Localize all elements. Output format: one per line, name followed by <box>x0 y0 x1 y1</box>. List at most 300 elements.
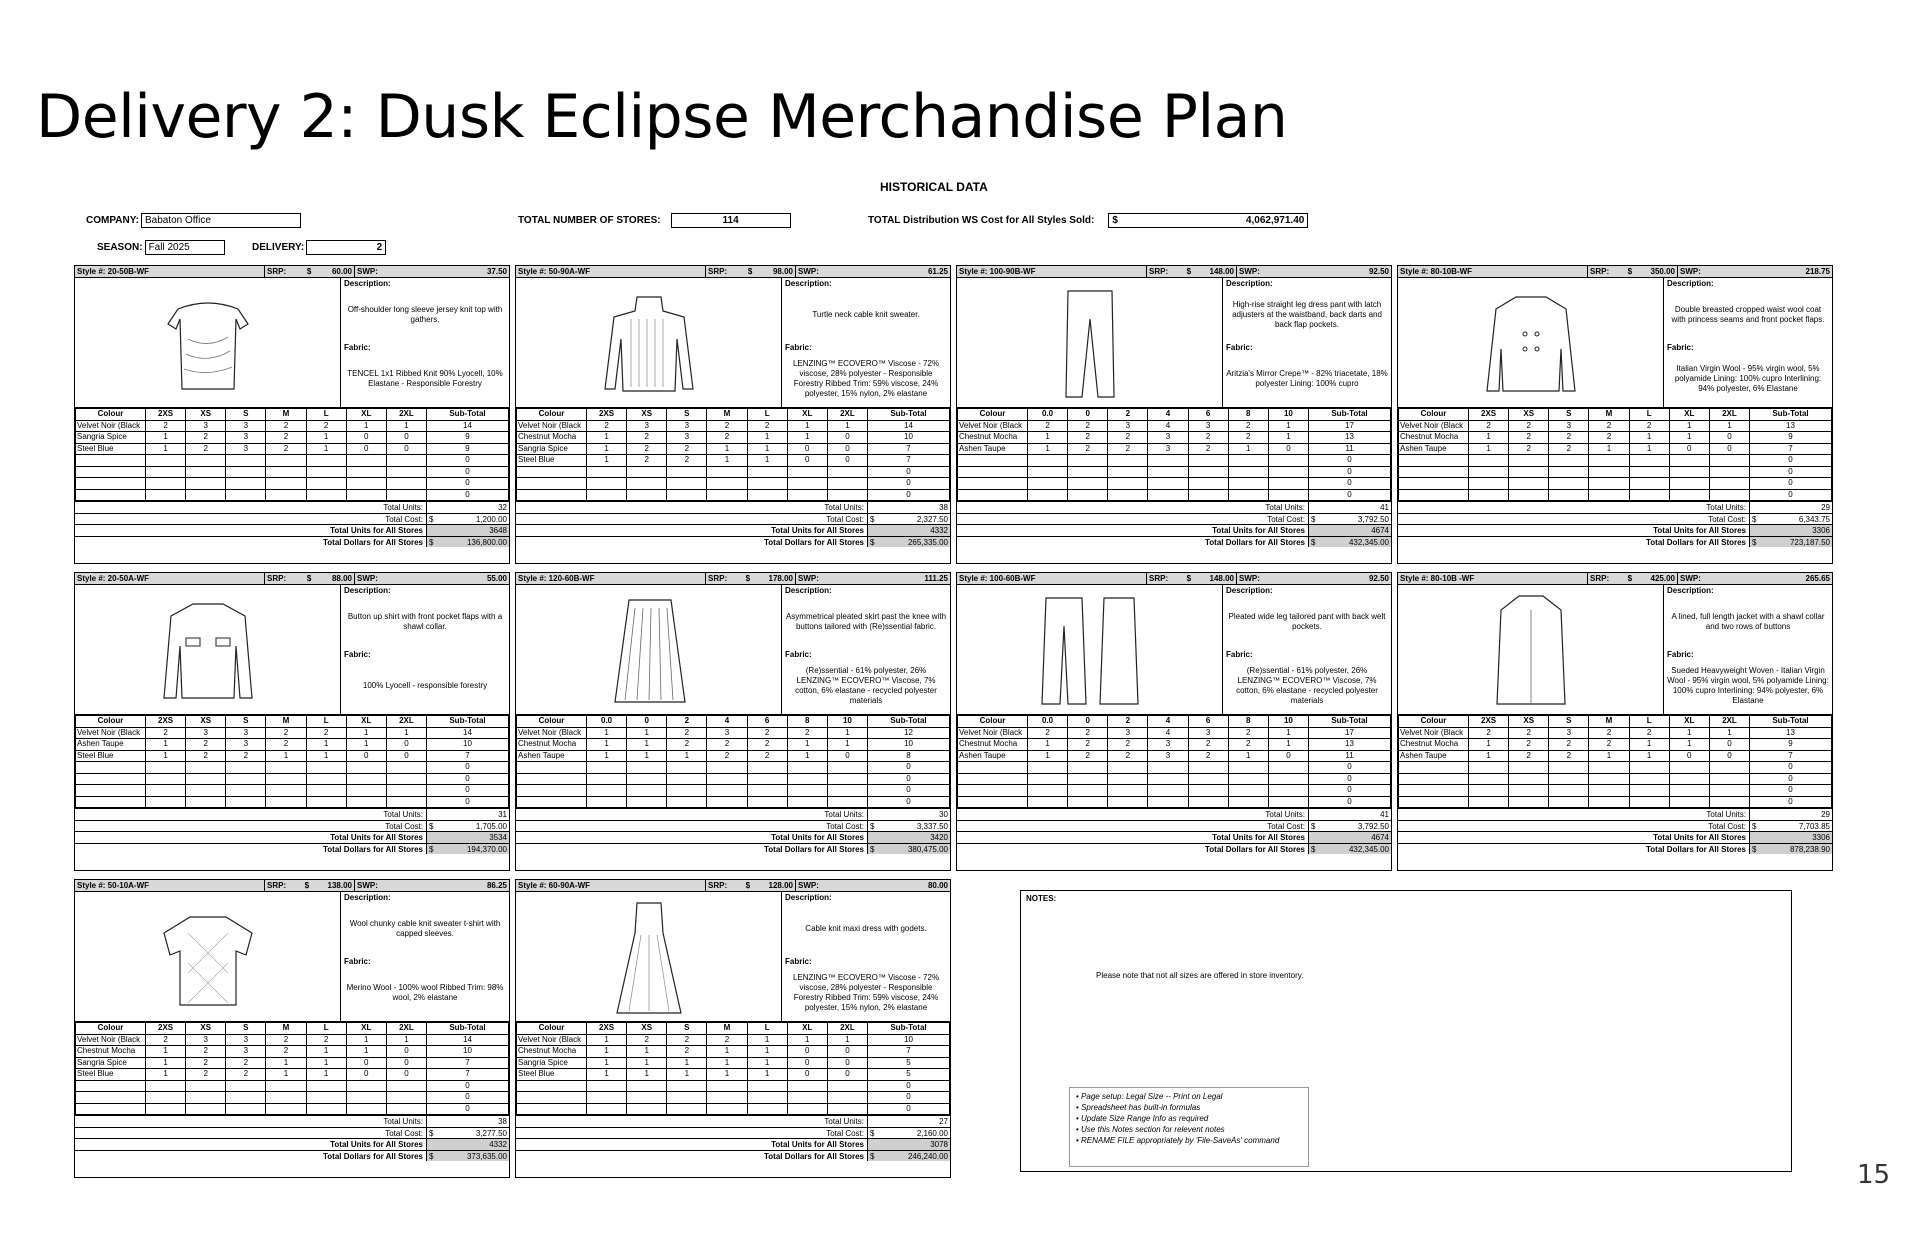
cell[interactable]: 0 <box>827 750 867 762</box>
cell[interactable] <box>1469 762 1509 774</box>
cell[interactable]: 0 <box>1309 466 1391 478</box>
cell[interactable] <box>386 796 426 808</box>
cell[interactable]: 0 <box>1309 785 1391 797</box>
cell[interactable]: 1 <box>146 1057 186 1069</box>
cell[interactable]: 4 <box>1148 727 1188 739</box>
cell[interactable] <box>827 762 867 774</box>
cell[interactable]: 2 <box>1068 739 1108 751</box>
cell[interactable]: Ashen Taupe <box>76 739 146 751</box>
cell[interactable] <box>667 796 707 808</box>
cell[interactable]: 3 <box>226 727 266 739</box>
cell[interactable]: 2 <box>226 1057 266 1069</box>
cell[interactable] <box>1068 785 1108 797</box>
cell[interactable]: 1 <box>1469 739 1509 751</box>
cell[interactable] <box>1028 773 1068 785</box>
cell[interactable]: 2 <box>627 1034 667 1046</box>
cell[interactable] <box>1148 478 1188 490</box>
cell[interactable]: 1 <box>787 432 827 444</box>
cell[interactable]: 0 <box>386 739 426 751</box>
cell[interactable]: 0 <box>827 455 867 467</box>
cell[interactable]: 1 <box>787 1034 827 1046</box>
cell[interactable]: 2 <box>1589 432 1629 444</box>
cell[interactable]: 0 <box>386 1069 426 1081</box>
cell[interactable] <box>1549 785 1589 797</box>
cell[interactable] <box>707 1080 747 1092</box>
cell[interactable]: 2 <box>1108 739 1148 751</box>
cell[interactable] <box>226 466 266 478</box>
cell[interactable]: 1 <box>1268 420 1308 432</box>
cell[interactable]: 2 <box>747 750 787 762</box>
cell[interactable]: 2 <box>667 727 707 739</box>
cell[interactable]: 0 <box>868 1080 950 1092</box>
cell[interactable] <box>266 1092 306 1104</box>
cell[interactable]: 0 <box>868 466 950 478</box>
cell[interactable]: 14 <box>868 420 950 432</box>
cell[interactable]: Chestnut Mocha <box>76 1046 146 1058</box>
cell[interactable]: Chestnut Mocha <box>517 739 587 751</box>
cell[interactable] <box>1669 785 1709 797</box>
cell[interactable] <box>1509 455 1549 467</box>
cell[interactable] <box>1268 785 1308 797</box>
cell[interactable]: 1 <box>1669 432 1709 444</box>
cell[interactable] <box>747 478 787 490</box>
cell[interactable]: 3 <box>1108 420 1148 432</box>
cell[interactable]: 1 <box>827 1034 867 1046</box>
cell[interactable] <box>827 1080 867 1092</box>
cell[interactable] <box>1509 762 1549 774</box>
cell[interactable]: 1 <box>827 739 867 751</box>
cell[interactable]: 0 <box>427 773 509 785</box>
cell[interactable]: 2 <box>146 420 186 432</box>
cell[interactable] <box>306 796 346 808</box>
cell[interactable] <box>1268 762 1308 774</box>
cell[interactable] <box>1268 489 1308 501</box>
cell[interactable] <box>1709 773 1749 785</box>
cell[interactable] <box>1709 762 1749 774</box>
cell[interactable]: 1 <box>707 1046 747 1058</box>
cell[interactable]: 1 <box>1629 750 1669 762</box>
cell[interactable] <box>146 466 186 478</box>
cell[interactable]: 0 <box>787 455 827 467</box>
cell[interactable]: 1 <box>146 750 186 762</box>
cell[interactable] <box>1589 455 1629 467</box>
cell[interactable] <box>186 796 226 808</box>
cell[interactable]: 1 <box>747 432 787 444</box>
cell[interactable] <box>346 1103 386 1115</box>
cell[interactable] <box>1669 796 1709 808</box>
cell[interactable]: 1 <box>266 1069 306 1081</box>
cell[interactable]: 9 <box>1750 739 1832 751</box>
cell[interactable]: Chestnut Mocha <box>958 432 1028 444</box>
cell[interactable]: 2 <box>1469 420 1509 432</box>
cell[interactable]: 0 <box>1750 478 1832 490</box>
cell[interactable] <box>587 466 627 478</box>
cell[interactable] <box>386 489 426 501</box>
cell[interactable] <box>517 489 587 501</box>
cell[interactable] <box>1399 466 1469 478</box>
cell[interactable]: Steel Blue <box>76 750 146 762</box>
cell[interactable] <box>76 489 146 501</box>
cell[interactable] <box>1709 455 1749 467</box>
cell[interactable] <box>1188 785 1228 797</box>
cell[interactable] <box>958 762 1028 774</box>
cell[interactable]: 1 <box>627 750 667 762</box>
cell[interactable] <box>627 478 667 490</box>
cell[interactable]: 13 <box>1309 432 1391 444</box>
cell[interactable] <box>1188 762 1228 774</box>
cell[interactable]: 0 <box>427 455 509 467</box>
cell[interactable] <box>587 762 627 774</box>
cell[interactable] <box>146 796 186 808</box>
cell[interactable]: 9 <box>427 432 509 444</box>
cell[interactable] <box>587 1103 627 1115</box>
cell[interactable]: 2 <box>1549 432 1589 444</box>
cell[interactable] <box>1549 466 1589 478</box>
cell[interactable]: Steel Blue <box>517 455 587 467</box>
cell[interactable]: 2 <box>186 1057 226 1069</box>
cell[interactable]: 1 <box>747 1046 787 1058</box>
cell[interactable] <box>587 489 627 501</box>
cell[interactable]: 2 <box>1068 420 1108 432</box>
cell[interactable]: 3 <box>1549 420 1589 432</box>
cell[interactable]: Sangria Spice <box>76 432 146 444</box>
cell[interactable] <box>1188 466 1228 478</box>
cell[interactable] <box>306 1080 346 1092</box>
cell[interactable] <box>827 1092 867 1104</box>
cell[interactable] <box>1629 762 1669 774</box>
cell[interactable] <box>1148 466 1188 478</box>
cell[interactable] <box>1669 466 1709 478</box>
cell[interactable] <box>517 785 587 797</box>
cell[interactable]: 1 <box>1028 432 1068 444</box>
cell[interactable] <box>1589 466 1629 478</box>
cell[interactable] <box>1669 478 1709 490</box>
cell[interactable]: 1 <box>1589 443 1629 455</box>
cell[interactable]: 2 <box>587 420 627 432</box>
cell[interactable]: 0 <box>427 762 509 774</box>
cell[interactable] <box>1028 489 1068 501</box>
cell[interactable]: 2 <box>747 420 787 432</box>
cell[interactable]: 2 <box>747 739 787 751</box>
cell[interactable]: 1 <box>306 1046 346 1058</box>
cell[interactable] <box>1589 796 1629 808</box>
cell[interactable]: 7 <box>427 750 509 762</box>
cell[interactable] <box>787 762 827 774</box>
cell[interactable]: 0 <box>427 466 509 478</box>
cell[interactable]: 9 <box>427 443 509 455</box>
cell[interactable]: 3 <box>1148 443 1188 455</box>
cell[interactable] <box>386 1103 426 1115</box>
cell[interactable] <box>958 773 1028 785</box>
cell[interactable]: 1 <box>1228 750 1268 762</box>
cell[interactable]: 1 <box>306 739 346 751</box>
cell[interactable]: Sangria Spice <box>517 1057 587 1069</box>
cell[interactable]: 2 <box>266 727 306 739</box>
cell[interactable] <box>306 762 346 774</box>
cell[interactable]: 0 <box>787 1069 827 1081</box>
cell[interactable] <box>1028 478 1068 490</box>
cell[interactable]: 0 <box>386 1046 426 1058</box>
cell[interactable] <box>306 466 346 478</box>
cell[interactable] <box>1068 489 1108 501</box>
cell[interactable]: 1 <box>627 1069 667 1081</box>
cell[interactable] <box>386 478 426 490</box>
cell[interactable]: 0 <box>1750 466 1832 478</box>
cell[interactable] <box>1108 796 1148 808</box>
cell[interactable]: 0 <box>827 1057 867 1069</box>
cell[interactable]: 10 <box>427 739 509 751</box>
cell[interactable]: 7 <box>868 455 950 467</box>
cell[interactable]: 1 <box>306 1057 346 1069</box>
cell[interactable]: 0 <box>868 762 950 774</box>
cell[interactable] <box>186 773 226 785</box>
cell[interactable]: 2 <box>306 420 346 432</box>
cell[interactable] <box>707 796 747 808</box>
cell[interactable]: 1 <box>587 432 627 444</box>
cell[interactable] <box>346 455 386 467</box>
cell[interactable]: 0 <box>1750 773 1832 785</box>
cell[interactable] <box>1028 762 1068 774</box>
cell[interactable]: 0 <box>427 1080 509 1092</box>
company-field[interactable]: Babaton Office <box>141 213 301 228</box>
cell[interactable] <box>386 785 426 797</box>
cell[interactable] <box>346 762 386 774</box>
cell[interactable]: 1 <box>1629 739 1669 751</box>
cell[interactable] <box>186 762 226 774</box>
cell[interactable]: 0 <box>868 478 950 490</box>
cell[interactable]: 13 <box>1750 420 1832 432</box>
delivery-field[interactable]: 2 <box>306 240 386 255</box>
cell[interactable] <box>266 785 306 797</box>
cell[interactable]: Ashen Taupe <box>958 750 1028 762</box>
cell[interactable]: 10 <box>868 432 950 444</box>
cell[interactable]: 7 <box>868 443 950 455</box>
cell[interactable] <box>517 762 587 774</box>
cell[interactable]: 2 <box>787 727 827 739</box>
cell[interactable]: 5 <box>868 1057 950 1069</box>
cell[interactable] <box>1629 489 1669 501</box>
cell[interactable]: 2 <box>306 727 346 739</box>
cell[interactable] <box>707 478 747 490</box>
cell[interactable]: 1 <box>707 455 747 467</box>
cell[interactable]: 1 <box>827 420 867 432</box>
cell[interactable]: 2 <box>627 443 667 455</box>
cell[interactable] <box>1669 489 1709 501</box>
cell[interactable]: 3 <box>1549 727 1589 739</box>
cell[interactable]: 0 <box>386 750 426 762</box>
cell[interactable]: Chestnut Mocha <box>958 739 1028 751</box>
cell[interactable] <box>627 762 667 774</box>
cell[interactable] <box>1228 773 1268 785</box>
cell[interactable]: 2 <box>707 750 747 762</box>
cell[interactable]: 2 <box>1028 727 1068 739</box>
cell[interactable]: 3 <box>667 420 707 432</box>
cell[interactable]: 3 <box>1148 750 1188 762</box>
cell[interactable]: 2 <box>667 1046 707 1058</box>
cell[interactable]: 10 <box>868 739 950 751</box>
cell[interactable]: 2 <box>1509 750 1549 762</box>
cell[interactable] <box>1469 785 1509 797</box>
cell[interactable] <box>1228 455 1268 467</box>
cell[interactable] <box>787 478 827 490</box>
cell[interactable] <box>1589 762 1629 774</box>
cell[interactable] <box>827 785 867 797</box>
cell[interactable]: 0 <box>1750 489 1832 501</box>
cell[interactable]: 2 <box>1108 443 1148 455</box>
cell[interactable]: Sangria Spice <box>76 1057 146 1069</box>
cell[interactable] <box>587 1092 627 1104</box>
cell[interactable] <box>707 466 747 478</box>
cell[interactable]: 0 <box>346 443 386 455</box>
cell[interactable]: Velvet Noir (Black <box>76 420 146 432</box>
cell[interactable]: 2 <box>266 443 306 455</box>
cell[interactable] <box>958 489 1028 501</box>
cell[interactable] <box>306 1092 346 1104</box>
cell[interactable]: Sangria Spice <box>517 443 587 455</box>
cell[interactable]: 3 <box>186 727 226 739</box>
cell[interactable]: 17 <box>1309 420 1391 432</box>
cell[interactable] <box>1108 489 1148 501</box>
cell[interactable]: 3 <box>707 727 747 739</box>
cell[interactable] <box>1509 773 1549 785</box>
cell[interactable] <box>1709 796 1749 808</box>
cell[interactable]: 1 <box>1268 739 1308 751</box>
cell[interactable]: 0 <box>1750 796 1832 808</box>
cell[interactable] <box>707 785 747 797</box>
cell[interactable]: 3 <box>226 443 266 455</box>
cell[interactable]: 1 <box>1669 739 1709 751</box>
cell[interactable]: 1 <box>787 420 827 432</box>
cell[interactable] <box>1108 455 1148 467</box>
cell[interactable]: Chestnut Mocha <box>1399 739 1469 751</box>
cell[interactable] <box>667 762 707 774</box>
cell[interactable] <box>266 1103 306 1115</box>
cell[interactable] <box>186 1103 226 1115</box>
cell[interactable]: 0 <box>787 1046 827 1058</box>
cell[interactable]: 1 <box>587 443 627 455</box>
cell[interactable]: 0 <box>1309 455 1391 467</box>
season-field[interactable]: Fall 2025 <box>145 240 225 255</box>
cell[interactable]: 0 <box>1750 455 1832 467</box>
cell[interactable]: Ashen Taupe <box>1399 750 1469 762</box>
cell[interactable]: 0 <box>386 443 426 455</box>
cell[interactable] <box>76 1092 146 1104</box>
cell[interactable]: 1 <box>306 443 346 455</box>
cell[interactable]: 3 <box>1188 727 1228 739</box>
cell[interactable]: 4 <box>1148 420 1188 432</box>
cell[interactable] <box>146 1092 186 1104</box>
cell[interactable]: 1 <box>587 1069 627 1081</box>
cell[interactable]: 2 <box>1509 420 1549 432</box>
cell[interactable] <box>1228 785 1268 797</box>
cell[interactable] <box>346 785 386 797</box>
cell[interactable] <box>627 1103 667 1115</box>
cell[interactable] <box>1188 478 1228 490</box>
cell[interactable] <box>787 796 827 808</box>
cell[interactable] <box>1469 466 1509 478</box>
cell[interactable]: 3 <box>226 739 266 751</box>
cell[interactable] <box>386 762 426 774</box>
cell[interactable] <box>1268 773 1308 785</box>
cell[interactable]: 1 <box>827 727 867 739</box>
cell[interactable] <box>1669 773 1709 785</box>
cell[interactable]: 2 <box>1108 432 1148 444</box>
cell[interactable] <box>1709 466 1749 478</box>
cell[interactable] <box>787 785 827 797</box>
cell[interactable] <box>1509 478 1549 490</box>
cell[interactable] <box>386 1092 426 1104</box>
cell[interactable] <box>1108 478 1148 490</box>
cell[interactable]: 2 <box>266 432 306 444</box>
cell[interactable] <box>827 1103 867 1115</box>
dist-field[interactable] <box>1108 213 1308 228</box>
cell[interactable]: 0 <box>427 1092 509 1104</box>
cell[interactable] <box>1068 762 1108 774</box>
cell[interactable] <box>958 466 1028 478</box>
cell[interactable]: 2 <box>1469 727 1509 739</box>
cell[interactable] <box>346 773 386 785</box>
cell[interactable]: 1 <box>266 1057 306 1069</box>
cell[interactable] <box>827 796 867 808</box>
cell[interactable]: 0 <box>1268 750 1308 762</box>
cell[interactable] <box>627 466 667 478</box>
cell[interactable] <box>226 1092 266 1104</box>
cell[interactable] <box>667 466 707 478</box>
cell[interactable]: 2 <box>667 455 707 467</box>
cell[interactable] <box>1108 466 1148 478</box>
cell[interactable] <box>186 1080 226 1092</box>
cell[interactable]: 2 <box>1549 739 1589 751</box>
cell[interactable] <box>747 1092 787 1104</box>
cell[interactable]: 1 <box>1469 432 1509 444</box>
cell[interactable] <box>266 796 306 808</box>
cell[interactable]: 2 <box>266 420 306 432</box>
cell[interactable] <box>186 489 226 501</box>
cell[interactable]: 1 <box>346 1034 386 1046</box>
cell[interactable]: 1 <box>667 1057 707 1069</box>
cell[interactable] <box>76 455 146 467</box>
cell[interactable]: 0 <box>827 1046 867 1058</box>
cell[interactable] <box>1148 773 1188 785</box>
cell[interactable]: Velvet Noir (Black <box>517 727 587 739</box>
cell[interactable]: 2 <box>1549 750 1589 762</box>
cell[interactable] <box>1068 478 1108 490</box>
cell[interactable]: 1 <box>587 455 627 467</box>
cell[interactable]: 2 <box>1028 420 1068 432</box>
cell[interactable] <box>667 478 707 490</box>
cell[interactable] <box>1469 796 1509 808</box>
cell[interactable] <box>1549 478 1589 490</box>
cell[interactable] <box>667 1080 707 1092</box>
cell[interactable]: Velvet Noir (Black <box>76 727 146 739</box>
cell[interactable]: 0 <box>868 796 950 808</box>
cell[interactable]: 0 <box>1309 796 1391 808</box>
cell[interactable]: 0 <box>1709 750 1749 762</box>
cell[interactable] <box>1108 762 1148 774</box>
cell[interactable]: 2 <box>1188 739 1228 751</box>
cell[interactable]: 1 <box>587 1034 627 1046</box>
cell[interactable]: 2 <box>1228 739 1268 751</box>
cell[interactable]: 2 <box>1549 443 1589 455</box>
cell[interactable] <box>517 466 587 478</box>
cell[interactable]: 1 <box>346 1046 386 1058</box>
cell[interactable] <box>146 1080 186 1092</box>
cell[interactable]: Ashen Taupe <box>958 443 1028 455</box>
cell[interactable]: 1 <box>1268 727 1308 739</box>
cell[interactable]: 2 <box>667 443 707 455</box>
cell[interactable] <box>517 796 587 808</box>
cell[interactable] <box>1228 489 1268 501</box>
